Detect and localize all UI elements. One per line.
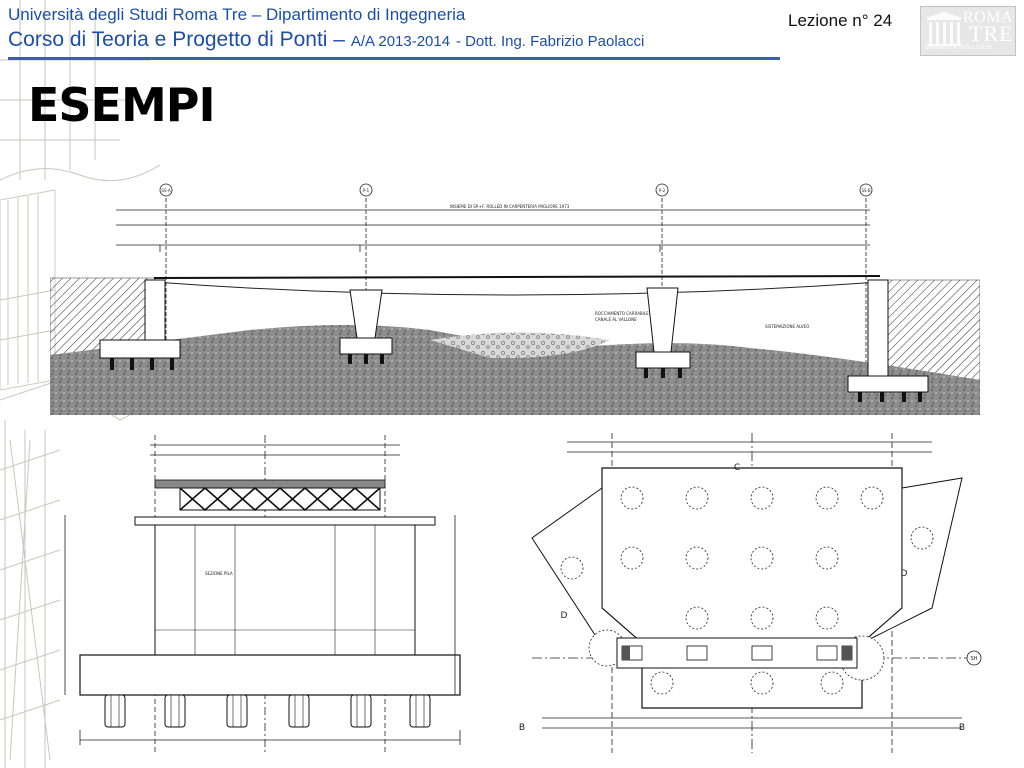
slide-header — [8, 4, 788, 56]
axis-label-p2: P-2 — [658, 188, 666, 193]
course-title: Corso di Teoria e Progetto di Ponti – — [8, 28, 345, 51]
plan-marker-b1: B — [518, 723, 526, 733]
academic-year: A/A 2013-2014 — [350, 33, 451, 50]
course-author: - Dott. Ing. Fabrizio Paolacci — [455, 33, 645, 50]
bridge-elevation-drawing — [50, 180, 980, 415]
lesson-number — [788, 11, 892, 31]
note-canale: CANALE AL VALLONE — [595, 317, 637, 322]
header-rule — [8, 57, 780, 60]
university-logo — [920, 6, 1016, 56]
foundation-plan-drawing — [512, 428, 990, 763]
pier-section-drawing — [55, 425, 470, 765]
logo-roma: ROMA — [963, 9, 1014, 26]
logo-tre: TRE — [969, 21, 1014, 46]
lesson-value: 24 — [873, 11, 893, 30]
course-line — [8, 26, 788, 56]
pier-section-label: SEZIONE PILA — [205, 571, 233, 576]
plan-marker-d2: D — [560, 611, 568, 621]
note-sistemazione: SISTEMAZIONE ALVEO — [765, 324, 810, 329]
plan-marker-c: C — [733, 463, 741, 473]
logo-subtitle: UNIVERSITÀ DEGLI STUDI — [925, 45, 993, 51]
note-rocciamento: ROCCIAMENTO CARRABILE — [595, 311, 649, 316]
axis-label-ssb: SS-B — [861, 188, 871, 193]
axis-label-ssa: SS-A — [161, 188, 171, 193]
plan-marker-b2: B — [958, 723, 966, 733]
plan-marker-d1: D — [900, 569, 908, 579]
slide-title: ESEMPI — [28, 78, 215, 132]
elevation-description: INSIEME DI SP.+F. ROLLED IN CARPENTERIA MIGLIORE 1973 — [450, 204, 570, 209]
axis-label-p1: P-1 — [362, 188, 370, 193]
university-line: Università degli Studi Roma Tre – Dipartimento di Ingegneria — [8, 5, 466, 24]
plan-marker-sh: SH — [970, 656, 978, 662]
lesson-label: Lezione n° — [788, 11, 869, 30]
